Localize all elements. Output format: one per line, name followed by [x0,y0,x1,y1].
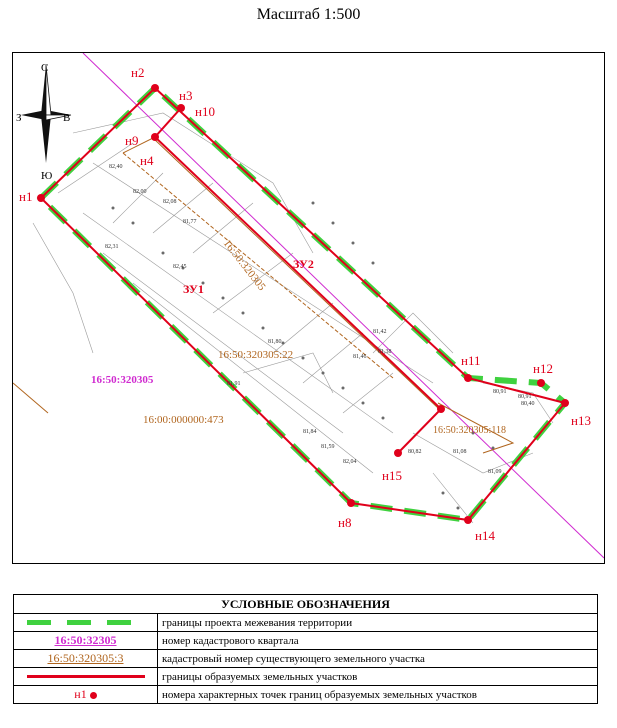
legend-header: УСЛОВНЫЕ ОБОЗНАЧЕНИЯ [14,595,598,614]
parcel-number-symbol: 16:50:320305:3 [47,651,124,665]
parcel-label-a: 16:50:320305:22 [218,349,294,361]
elevation-19: 82,45 [173,264,187,270]
label-n15: н15 [382,468,402,483]
point-n2 [151,84,159,92]
point-n11 [464,374,472,382]
legend-row [14,668,598,686]
compass-north: С [41,62,49,74]
elevation-14: 80,91 [493,389,507,395]
legend-row [14,614,598,632]
label-n4: н4 [140,153,154,168]
label-n13: н13 [571,413,591,428]
point-n9 [151,133,159,141]
label-n3: н3 [179,88,193,103]
legend-text: номер кадастрового квартала [158,632,598,650]
point-n14 [464,516,472,524]
label-n12: н12 [533,361,553,376]
point-inner [437,405,445,413]
label-n1: н1 [19,189,33,204]
label-n14: н14 [475,528,495,543]
point-n3 [177,104,185,112]
zone-label-zu2: ЗУ2 [293,257,314,271]
elevation-6: 81,77 [183,219,197,225]
map-frame [12,52,605,564]
parcel-label-c: 16:50:320305 [220,237,268,294]
legend-text: границы проекта межевания территории [158,614,598,632]
compass-west: З [16,112,22,124]
red-dot-icon [90,692,97,699]
label-n11: н11 [461,353,481,368]
label-n8: н8 [338,515,352,530]
point-n8 [347,499,355,507]
elevation-17: 81,46 [353,354,367,360]
elevation-20: 81,38 [378,349,392,355]
formed-parcel-boundaries [41,88,565,520]
elevation-15: 81,08 [453,449,467,455]
compass-south: Ю [41,170,53,182]
elevation-1: 82,40 [109,164,123,170]
label-n9: н9 [125,133,139,148]
elevation-8: 81,84 [303,429,317,435]
quarter-number-symbol: 16:50:32305 [54,633,117,647]
elevation-2: 82,00 [133,189,147,195]
legend-row [14,686,598,704]
label-n2: н2 [131,65,145,80]
point-n12 [537,379,545,387]
survey-marks [112,202,495,510]
elevation-3: 82,31 [105,244,119,250]
legend-text: границы образуемых земельных участков [158,668,598,686]
point-n13 [561,399,569,407]
elevation-12: 81,09 [488,469,502,475]
legend-text: номера характерных точек границ образуемых земельных участков [158,686,598,704]
legend-text: кадастровый номер существующего земельного участка [158,650,598,668]
point-symbol-label: н1 [74,687,87,701]
elevation-11: 80,91 [518,394,532,400]
plan-map [13,53,604,563]
compass-east: В [63,112,71,124]
elevation-18: 81,42 [373,329,387,335]
elevation-4: 81,91 [227,381,241,387]
green-dashed-line-symbol [27,620,145,625]
point-n15 [394,449,402,457]
elevation-10: 82,04 [343,459,357,465]
legend-table [13,594,598,704]
survey-lines [33,113,553,523]
quarter-label: 16:50:320305 [91,374,154,386]
elevation-7: 81,80 [268,339,282,345]
elevation-9: 81,59 [321,444,335,450]
elevation-13: 80,40 [521,401,535,407]
red-line-symbol [27,675,145,678]
parcel-label-b: 16:00:000000:473 [143,414,224,426]
label-n10: н10 [195,104,215,119]
parcel-label-d: 16:50:320305:118 [433,425,506,436]
legend-row [14,650,598,668]
point-n1 [37,194,45,202]
elevation-5: 82,08 [163,199,177,205]
compass [16,62,71,182]
scale-title: Масштаб 1:500 [256,6,361,23]
elevation-16: 80,82 [408,449,422,455]
zone-label-zu1: ЗУ1 [183,282,204,296]
legend-row [14,632,598,650]
